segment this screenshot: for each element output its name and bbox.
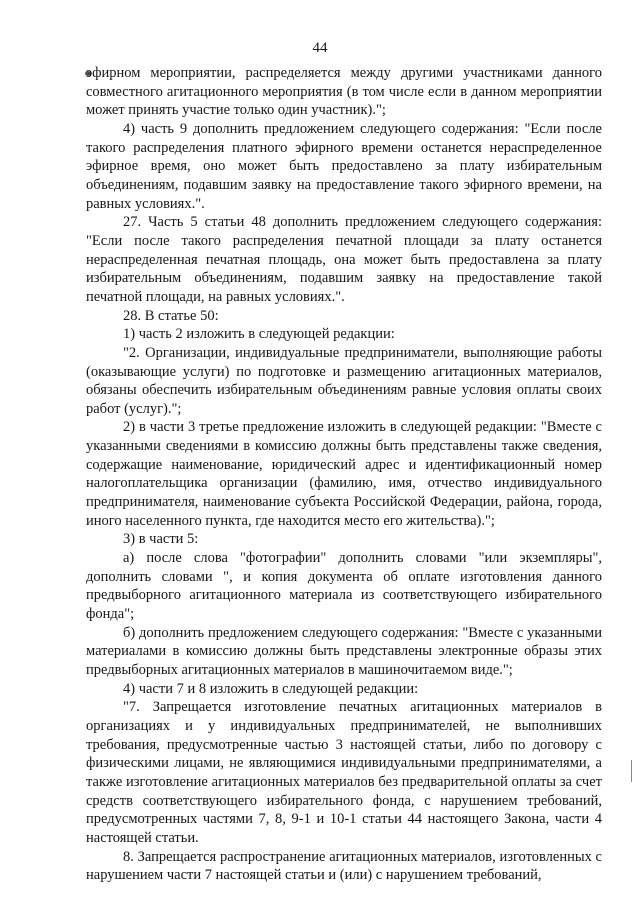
paragraph: 3) в части 5:: [123, 531, 199, 548]
paragraph: 27. Часть 5 статьи 48 дополнить предложением следующего содержания: "Если после такого распределения печатной площади за плату останется нераспределенная печатная площадь, она может быть предоставлена за плату избирательным объединениям, подавшим заявку на предоставление такой печатной площади, на равных условиях.".: [86, 214, 602, 305]
paragraph: 2) в части 3 третье предложение изложить в следующей редакции: "Вместе с указанными сведениями в комиссию должны быть представлены также сведения, содержащие наименование, юридический адрес и идентификационный номер налогоплательщика организации (фамилию, имя, отчество индивидуального предпринимателя, наименование субъекта Российской Федерации, района, города, иного населенного пункта, где находится место его жительства).";: [86, 419, 602, 529]
paragraph: "7. Запрещается изготовление печатных агитационных материалов в организациях и у индивидуальных предпринимателей, не выполнивших требования, предусмотренные частью 3 настоящей статьи, либо по договору с физическими лицами, не являющимися индивидуальными предпринимателями, а также изготовление агитационных материалов без предварительной оплаты за счет средств соответствующего избирательного фонда, с нарушением требований, предусмотренных частями 7, 8, 9-1 и 10-1 статьи 44 настоящего Закона, части 4 настоящей статьи.: [86, 699, 602, 846]
paragraph: 8. Запрещается распространение агитационных материалов, изготовленных с нарушением части 7 настоящей статьи и (или) с нарушением требований,: [86, 848, 602, 884]
paragraph: 4) часть 9 дополнить предложением следующего содержания: "Если после такого распределения платного эфирного времени останется нераспределенное эфирное время, оно может быть предоставлено за плату избирательным объединениям, подавшим заявку на предоставление такого эфирного времени, на равных условиях.".: [86, 120, 602, 212]
paragraph: а) после слова "фотографии" дополнить словами "или экземпляры", дополнить словами ", и копия документа об оплате изготовления данного предвыборного агитационного материала из соответствующего избирательного фонда";: [86, 550, 602, 623]
scan-artifact-edge-line: [631, 760, 632, 782]
paragraph: 1) часть 2 изложить в следующей редакции:: [123, 326, 395, 343]
page-number: 44: [312, 40, 328, 56]
paragraph: 28. В статье 50:: [123, 307, 219, 324]
paragraph: 4) части 7 и 8 изложить в следующей редакции:: [123, 680, 419, 697]
paragraph: б) дополнить предложением следующего содержания: "Вместе с указанными материалами в комиссию должны быть представлены электронные образы этих предвыборных агитационных материалов в машиночитаемом виде.";: [86, 624, 602, 678]
document-body: [86, 64, 602, 885]
paragraph: "2. Организации, индивидуальные предприниматели, выполняющие работы (оказывающие услуги) по подготовке и размещению агитационных материалов, обязаны обеспечить избирательным объединениям равные условия оплаты своих работ (услуг).";: [86, 344, 602, 417]
paragraph: эфирном мероприятии, распределяется между другими участниками данного совместного агитационного мероприятия (в том числе если в данном мероприятии может принять участие только один участник).";: [86, 65, 602, 119]
